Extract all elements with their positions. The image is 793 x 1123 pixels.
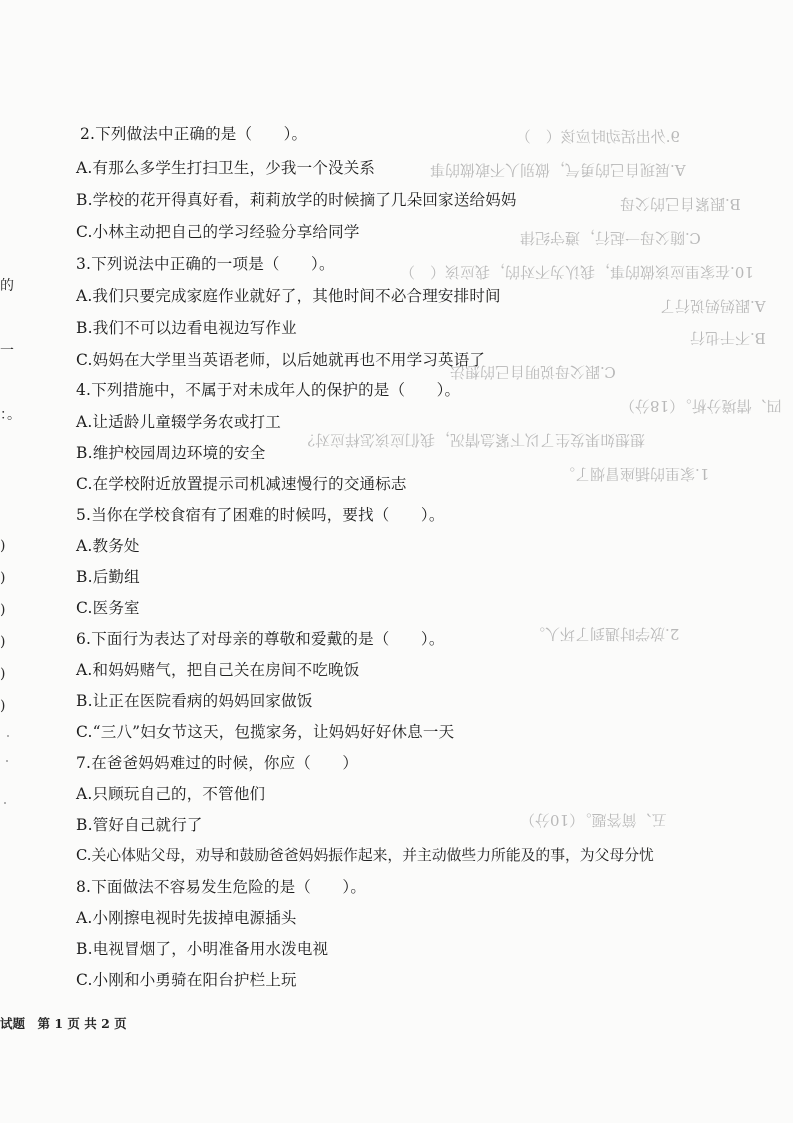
question-option: B.维护校园周边环境的安全 xyxy=(76,444,266,462)
question-stem: 7.在爸爸妈妈难过的时候，你应（ ） xyxy=(76,754,359,772)
bleed-line: 9.外出活动时应该（ ） xyxy=(515,128,680,146)
question-option: B.我们不可以边看电视边写作业 xyxy=(76,319,297,337)
bleed-line: A.展现自己的勇气，做别人不敢做的事 xyxy=(430,161,686,179)
question-option: A.让适龄儿童辍学务农或打工 xyxy=(76,413,281,431)
question-option: B.后勤组 xyxy=(76,568,140,586)
bleed-line: 1.家里的插座冒烟了。 xyxy=(560,465,710,483)
question-option: B.学校的花开得真好看，莉莉放学的时候摘了几朵回家送给妈妈 xyxy=(76,191,517,209)
question-stem: 6.下面行为表达了对母亲的尊敬和爱戴的是（ ）。 xyxy=(76,630,445,648)
question-stem: 2.下列做法中正确的是（ ）。 xyxy=(80,125,308,143)
margin-fragment: ：。 xyxy=(0,407,21,423)
question-option: A.我们只要完成家庭作业就好了，其他时间不必合理安排时间 xyxy=(76,287,501,305)
bleed-line: B.跟紧自己的父母 xyxy=(620,195,741,213)
question-option: C.“三八”妇女节这天，包揽家务，让妈妈好好休息一天 xyxy=(76,723,455,741)
question-option: C.医务室 xyxy=(76,599,140,617)
bleed-line: 想想如果发生了以下紧急情况，我们应该怎样应对？ xyxy=(300,431,646,449)
bleed-line: 10.在家里应该做的事，我认为不对的，我应该（ ） xyxy=(400,263,754,281)
margin-fragment: ) xyxy=(0,602,6,618)
question-stem: 3.下列说法中正确的一项是（ ）。 xyxy=(76,255,335,273)
margin-fragment: ) xyxy=(0,634,6,650)
bleed-line: C.跟父母说明自己的想法 xyxy=(450,363,616,381)
bleed-line: 四、情境分析。（18分） xyxy=(620,397,782,415)
question-option: A.有那么多学生打扫卫生，少我一个没关系 xyxy=(76,159,376,177)
margin-fragment: ) xyxy=(0,666,6,682)
question-option: C.小林主动把自己的学习经验分享给同学 xyxy=(76,223,360,241)
margin-fragment: ) xyxy=(0,698,6,714)
scan-speck xyxy=(6,760,8,762)
scan-speck xyxy=(4,802,6,804)
scan-speck xyxy=(7,735,9,737)
margin-fragment: 一 xyxy=(0,343,14,359)
bleed-line: C.随父母一起行，遵守纪律 xyxy=(520,229,701,247)
question-stem: 5.当你在学校食宿有了困难的时候吗，要找（ ）。 xyxy=(76,506,445,524)
question-option: B.让正在医院看病的妈妈回家做饭 xyxy=(76,692,313,710)
margin-fragment: ) xyxy=(0,538,6,554)
bleed-line: A.跟妈妈说行了 xyxy=(660,297,766,315)
question-stem: 8.下面做法不容易发生危险的是（ ）。 xyxy=(76,878,367,896)
page-footer: 试题 第 1 页 共 2 页 xyxy=(0,1016,127,1031)
margin-fragment: 的 xyxy=(0,278,14,294)
question-option: B.管好自己就行了 xyxy=(76,816,203,834)
question-option: C.妈妈在大学里当英语老师，以后她就再也不用学习英语了 xyxy=(76,351,486,369)
question-option: A.只顾玩自己的，不管他们 xyxy=(76,785,266,803)
question-option: C.小刚和小勇骑在阳台护栏上玩 xyxy=(76,971,297,989)
bleed-line: 五、简答题。（10分） xyxy=(520,811,667,829)
question-option: A.教务处 xyxy=(76,537,140,555)
question-stem: 4.下列措施中，不属于对未成年人的保护的是（ ）。 xyxy=(76,381,461,399)
question-option: A.和妈妈赌气，把自己关在房间不吃晚饭 xyxy=(76,661,360,679)
question-option: C.在学校附近放置提示司机减速慢行的交通标志 xyxy=(76,475,407,493)
bleed-line: 2.放学时遇到了坏人。 xyxy=(530,625,680,643)
question-option: A.小刚擦电视时先拔掉电源插头 xyxy=(76,909,297,927)
question-option: B.电视冒烟了，小明准备用水泼电视 xyxy=(76,940,329,958)
bleed-line: B.不干也行 xyxy=(690,329,766,347)
question-option: C.关心体贴父母，劝导和鼓励爸爸妈妈振作起来，并主动做些力所能及的事，为父母分忧 xyxy=(76,847,654,864)
margin-fragment: ) xyxy=(0,570,6,586)
